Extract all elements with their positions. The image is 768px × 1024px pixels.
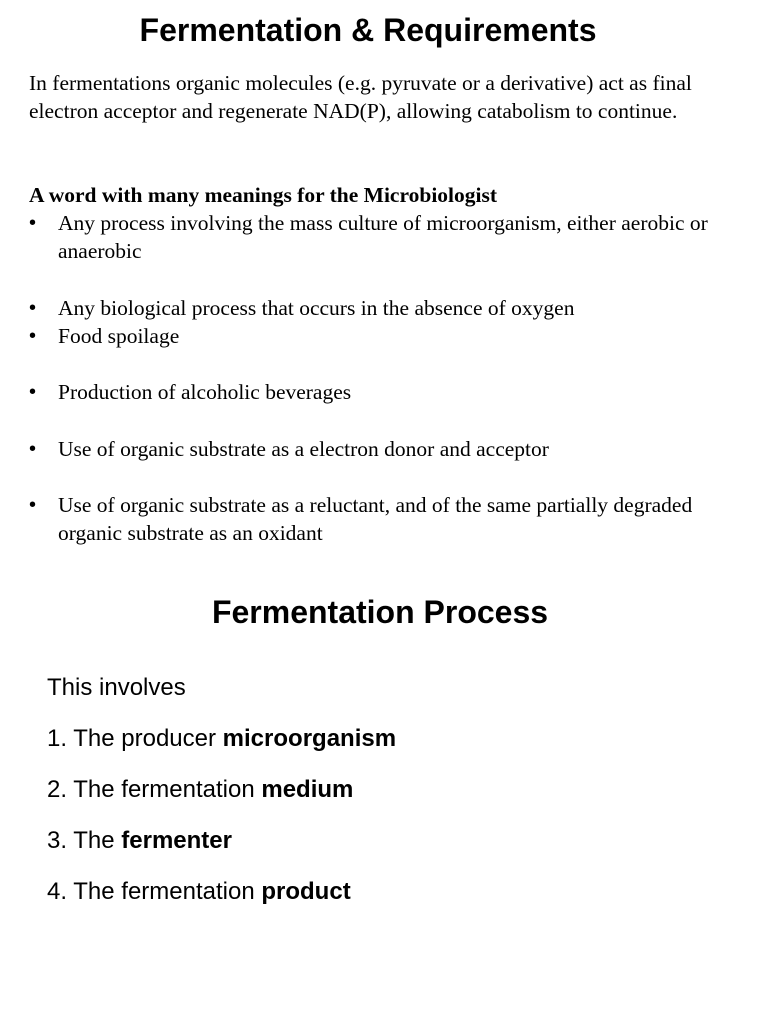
- process-item: [47, 724, 396, 754]
- process-item: [47, 877, 351, 907]
- process-item-prefix: 4. The fermentation: [47, 878, 262, 905]
- list-item: [29, 378, 729, 406]
- page-title: Fermentation & Requirements: [139, 12, 597, 48]
- list-item-text: Use of organic substrate as a electron donor and acceptor: [58, 437, 549, 461]
- process-item-keyword: fermenter: [121, 827, 232, 854]
- process-item-prefix: 2. The fermentation: [47, 776, 262, 803]
- process-lead: This involves: [47, 674, 186, 701]
- process-item-prefix: 1. The producer: [47, 725, 223, 752]
- bullet-icon: •: [29, 438, 37, 460]
- process-item-keyword: medium: [261, 776, 354, 803]
- bullet-icon: •: [29, 297, 37, 319]
- list-item-text: Food spoilage: [58, 324, 180, 348]
- intro-paragraph: In fermentations organic molecules (e.g. pyruvate or a derivative) act as final electron acceptor and regenerate NAD(P), allowing catabolism to continue.: [29, 71, 692, 124]
- meanings-heading: A word with many meanings for the Microbiologist: [29, 183, 498, 207]
- list-item-text: Production of alcoholic beverages: [58, 380, 352, 404]
- list-item: [29, 435, 729, 463]
- list-item-text: Any process involving the mass culture of microorganism, either aerobic or anaerobic: [58, 211, 708, 264]
- list-item: [29, 322, 729, 350]
- list-item-text: Use of organic substrate as a reluctant, and of the same partially degraded organic substrate as an oxidant: [58, 493, 693, 546]
- process-item-keyword: microorganism: [222, 725, 397, 752]
- bullet-icon: •: [29, 381, 37, 403]
- list-item-text: Any biological process that occurs in the absence of oxygen: [58, 296, 575, 320]
- list-item: [29, 294, 729, 322]
- bullet-icon: •: [29, 494, 37, 516]
- bullet-icon: •: [29, 325, 37, 347]
- process-item: [47, 826, 232, 856]
- list-item: [29, 209, 729, 265]
- list-item: [29, 491, 729, 547]
- bullet-icon: •: [29, 212, 37, 234]
- process-item-prefix: 3. The: [47, 827, 122, 854]
- process-item: [47, 775, 353, 805]
- section-title: Fermentation Process: [211, 594, 549, 630]
- process-item-keyword: product: [261, 878, 351, 905]
